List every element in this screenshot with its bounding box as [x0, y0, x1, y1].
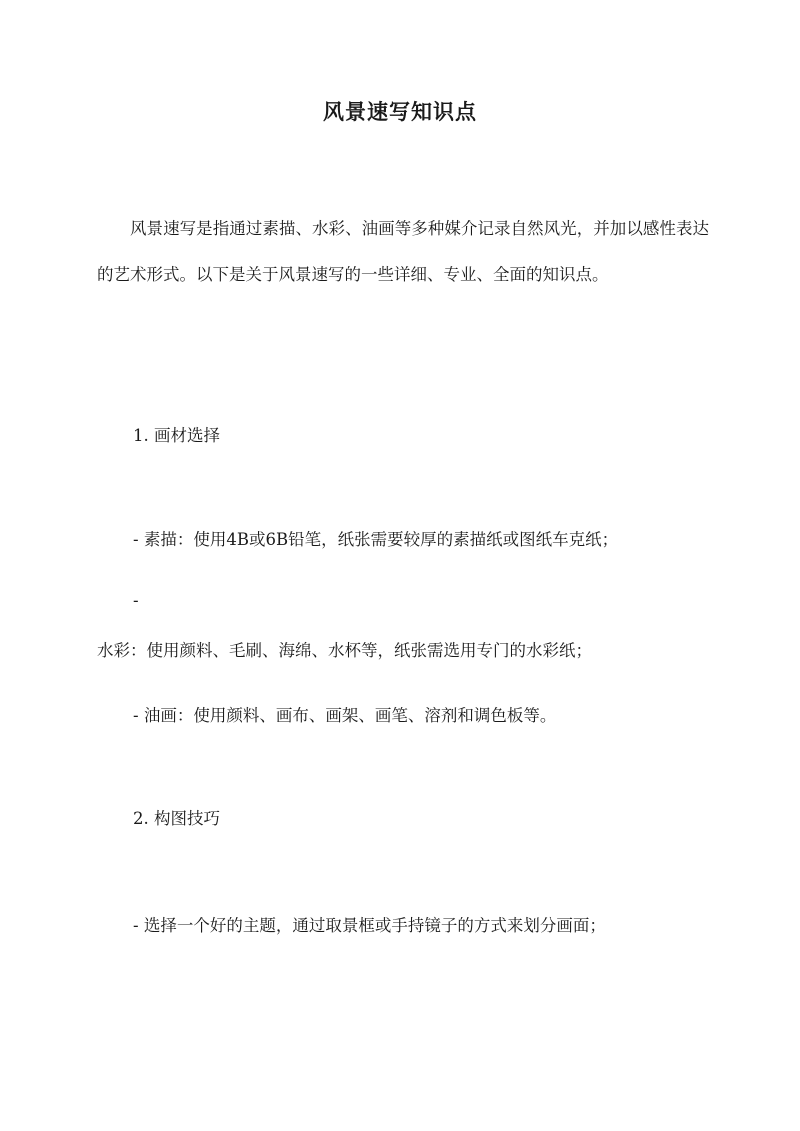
section-heading-materials: 1. 画材选择: [133, 426, 220, 445]
document-title: 风景速写知识点: [323, 99, 477, 124]
list-item-watercolor: 水彩：使用颜料、毛刷、海绵、水杯等，纸张需选用专门的水彩纸；: [97, 641, 592, 660]
section-heading-composition: 2. 构图技巧: [133, 809, 220, 828]
intro-paragraph: 风景速写是指通过素描、水彩、油画等多种媒介记录自然风光，并加以感性表达的艺术形式。以下是关于风景速写的一些详细、专业、全面的知识点。: [97, 219, 709, 284]
list-item-theme: - 选择一个好的主题，通过取景框或手持镜子的方式来划分画面；: [133, 916, 606, 935]
list-item-dash: -: [133, 591, 139, 610]
list-item-oil: - 油画：使用颜料、画布、画架、画笔、溶剂和调色板等。: [133, 706, 557, 725]
list-item-sketch: - 素描：使用4B或6B铅笔，纸张需要较厚的素描纸或图纸车克纸；: [133, 530, 619, 549]
